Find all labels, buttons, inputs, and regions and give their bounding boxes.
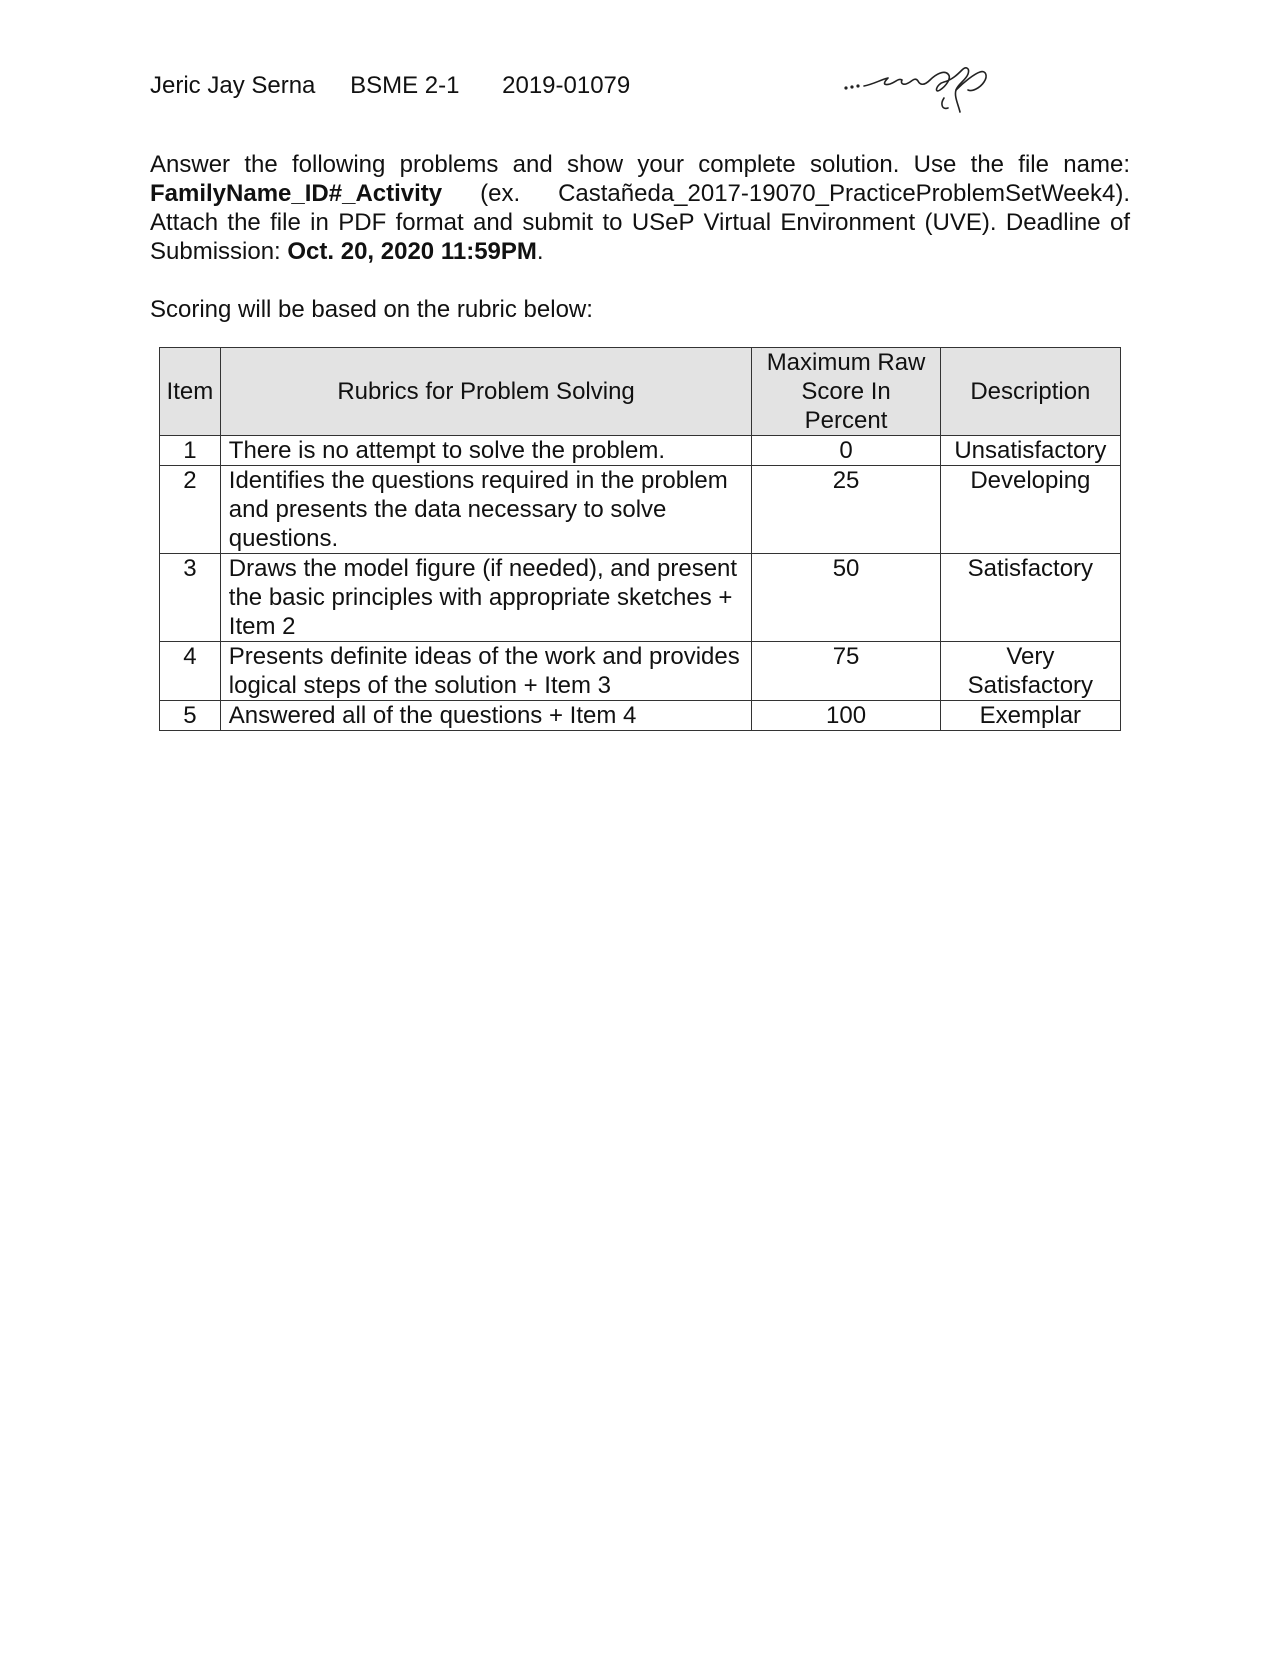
rubric-table — [159, 347, 1121, 731]
row-score: 75 — [752, 642, 940, 701]
table-row — [160, 701, 1121, 731]
deadline: Oct. 20, 2020 11:59PM — [287, 238, 537, 265]
row-score: 25 — [752, 466, 940, 554]
row-description: Exemplar — [940, 701, 1120, 731]
student-course: BSME 2-1 — [350, 72, 460, 99]
table-row — [160, 436, 1121, 466]
student-name: Jeric Jay Serna — [150, 72, 316, 99]
header-description: Description — [940, 348, 1120, 436]
row-item: 1 — [160, 436, 221, 466]
header-rubric: Rubrics for Problem Solving — [220, 348, 752, 436]
instructions-paragraph — [150, 150, 1130, 266]
row-rubric: There is no attempt to solve the problem. — [220, 436, 752, 466]
table-row — [160, 642, 1121, 701]
header-item: Item — [160, 348, 221, 436]
row-item: 2 — [160, 466, 221, 554]
row-item: 4 — [160, 642, 221, 701]
filename-format: FamilyName_ID#_Activity — [150, 180, 443, 207]
row-score: 0 — [752, 436, 940, 466]
signature-image — [840, 64, 1030, 134]
row-rubric: Presents definite ideas of the work and provides logical steps of the solution + Item 3 — [220, 642, 752, 701]
instructions-text-2: (ex. Castañeda_2017-19070_PracticeProblemSetWeek4). Attach the file in PDF format and submit to USeP Virtual Environment (UVE). Deadline of Submission: — [150, 180, 1130, 265]
row-description: Very Satisfactory — [940, 642, 1120, 701]
table-row — [160, 466, 1121, 554]
student-header — [150, 72, 630, 100]
header-score: Maximum Raw Score In Percent — [752, 348, 940, 436]
row-description: Satisfactory — [940, 554, 1120, 642]
instructions-text-3: . — [536, 238, 544, 265]
row-description: Unsatisfactory — [940, 436, 1120, 466]
row-rubric: Identifies the questions required in the problem and presents the data necessary to solve questions. — [220, 466, 752, 554]
row-item: 3 — [160, 554, 221, 642]
row-rubric: Draws the model figure (if needed), and present the basic principles with appropriate sketches + Item 2 — [220, 554, 752, 642]
row-description: Developing — [940, 466, 1120, 554]
student-id: 2019-01079 — [502, 72, 631, 99]
table-row — [160, 554, 1121, 642]
scoring-note: Scoring will be based on the rubric below: — [150, 296, 593, 323]
row-item: 5 — [160, 701, 221, 731]
instructions-text-1: Answer the following problems and show your complete solution. Use the file name: — [150, 151, 1130, 178]
row-score: 100 — [752, 701, 940, 731]
row-rubric: Answered all of the questions + Item 4 — [220, 701, 752, 731]
rubric-header-row — [160, 348, 1121, 436]
row-score: 50 — [752, 554, 940, 642]
